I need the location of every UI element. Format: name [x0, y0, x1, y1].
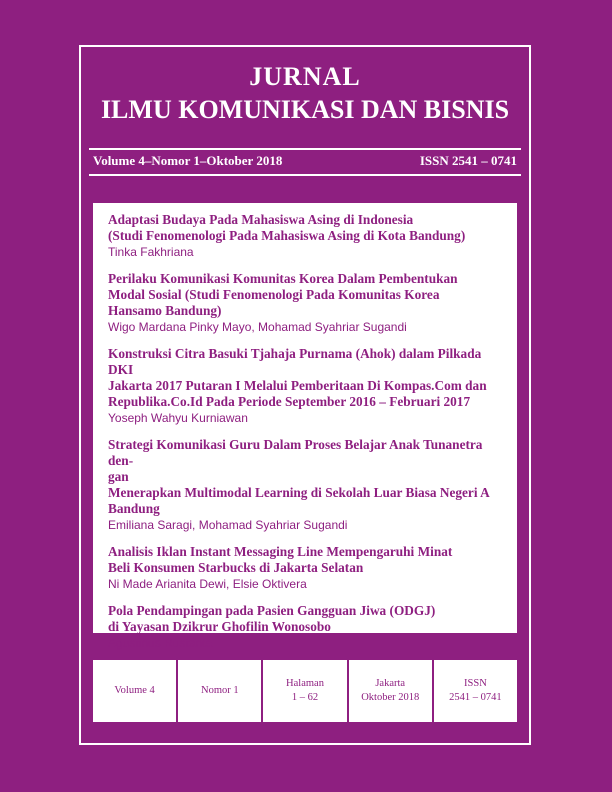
footer-issn-value: 2541 – 0741 [449, 692, 502, 703]
article-title [108, 271, 503, 319]
issn-info: ISSN 2541 – 0741 [419, 153, 517, 168]
journal-title [79, 62, 531, 128]
article-title [108, 603, 503, 635]
article-authors: Emiliana Saragi, Mohamad Syahriar Sugandi [108, 518, 348, 532]
article-5 [108, 544, 503, 592]
journal-title-line1: JURNAL [249, 62, 361, 91]
article-title-line: Hansamo Bandung) [108, 303, 222, 318]
footer-volume [93, 660, 176, 722]
article-title-line: Republika.Co.Id Pada Periode September 2016 – Februari 2017 [108, 394, 471, 409]
footer-nomor-text: Nomor 1 [200, 685, 239, 696]
footer-issn-label: ISSN [464, 678, 487, 689]
footer-issn [432, 660, 517, 722]
article-title-line: Adaptasi Budaya Pada Mahasiswa Asing di Indonesia [108, 212, 414, 227]
article-title [108, 346, 503, 410]
article-authors: Yoseph Wahyu Kurniawan [108, 411, 248, 425]
article-title-line: Pola Pendampingan pada Pasien Gangguan Jiwa (ODGJ) [108, 603, 436, 618]
article-title-line: (Studi Fenomenologi Pada Mahasiswa Asing di Kota Bandung) [108, 228, 466, 243]
article-authors: Agustinus Rustanta [108, 636, 213, 650]
article-4 [108, 437, 503, 533]
footer-halaman [261, 660, 346, 722]
article-authors: Ni Made Arianita Dewi, Elsie Oktivera [108, 577, 307, 591]
article-title-line: Jakarta 2017 Putaran I Melalui Pemberitaan Di Kompas.Com dan [108, 378, 487, 393]
article-title-line: gan [108, 469, 129, 484]
footer-volume-text: Volume 4 [114, 685, 155, 696]
article-3 [108, 346, 503, 426]
article-title-line: Konstruksi Citra Basuki Tjahaja Purnama (Ahok) dalam Pilkada DKI [108, 346, 482, 377]
footer-nomor [176, 660, 261, 722]
issue-info-bar [93, 660, 517, 722]
article-title-line: Beli Konsumen Starbucks di Jakarta Selatan [108, 560, 364, 575]
article-title-line: Menerapkan Multimodal Learning di Sekolah Luar Biasa Negeri A [108, 485, 490, 500]
table-of-contents [93, 203, 517, 650]
article-title [108, 212, 503, 244]
article-2 [108, 271, 503, 335]
article-title-line: Analisis Iklan Instant Messaging Line Mempengaruhi Minat [108, 544, 453, 559]
divider-bottom [89, 174, 521, 176]
article-title-line: Strategi Komunikasi Guru Dalam Proses Belajar Anak Tunanetra den- [108, 437, 483, 468]
footer-place-date [347, 660, 432, 722]
article-authors: Wigo Mardana Pinky Mayo, Mohamad Syahriar Sugandi [108, 320, 407, 334]
article-title-line: di Yayasan Dzikrur Ghofilin Wonosobo [108, 619, 331, 634]
journal-title-line2: ILMU KOMUNIKASI DAN BISNIS [100, 95, 510, 124]
article-title-line: Bandung [108, 501, 160, 516]
article-title [108, 437, 503, 517]
article-authors: Tinka Fakhriana [108, 245, 194, 259]
footer-halaman-value: 1 – 62 [291, 692, 319, 703]
article-1 [108, 212, 503, 260]
volume-info: Volume 4–Nomor 1–Oktober 2018 [93, 153, 283, 168]
footer-date: Oktober 2018 [361, 692, 420, 703]
article-6 [108, 603, 503, 651]
article-title-line: Perilaku Komunikasi Komunitas Korea Dalam Pembentukan [108, 271, 458, 286]
divider-top [89, 148, 521, 150]
footer-place: Jakarta [375, 678, 406, 689]
article-title [108, 544, 503, 576]
volume-row [93, 151, 517, 171]
footer-halaman-label: Halaman [286, 678, 324, 689]
article-title-line: Modal Sosial (Studi Fenomenologi Pada Komunitas Korea [108, 287, 440, 302]
